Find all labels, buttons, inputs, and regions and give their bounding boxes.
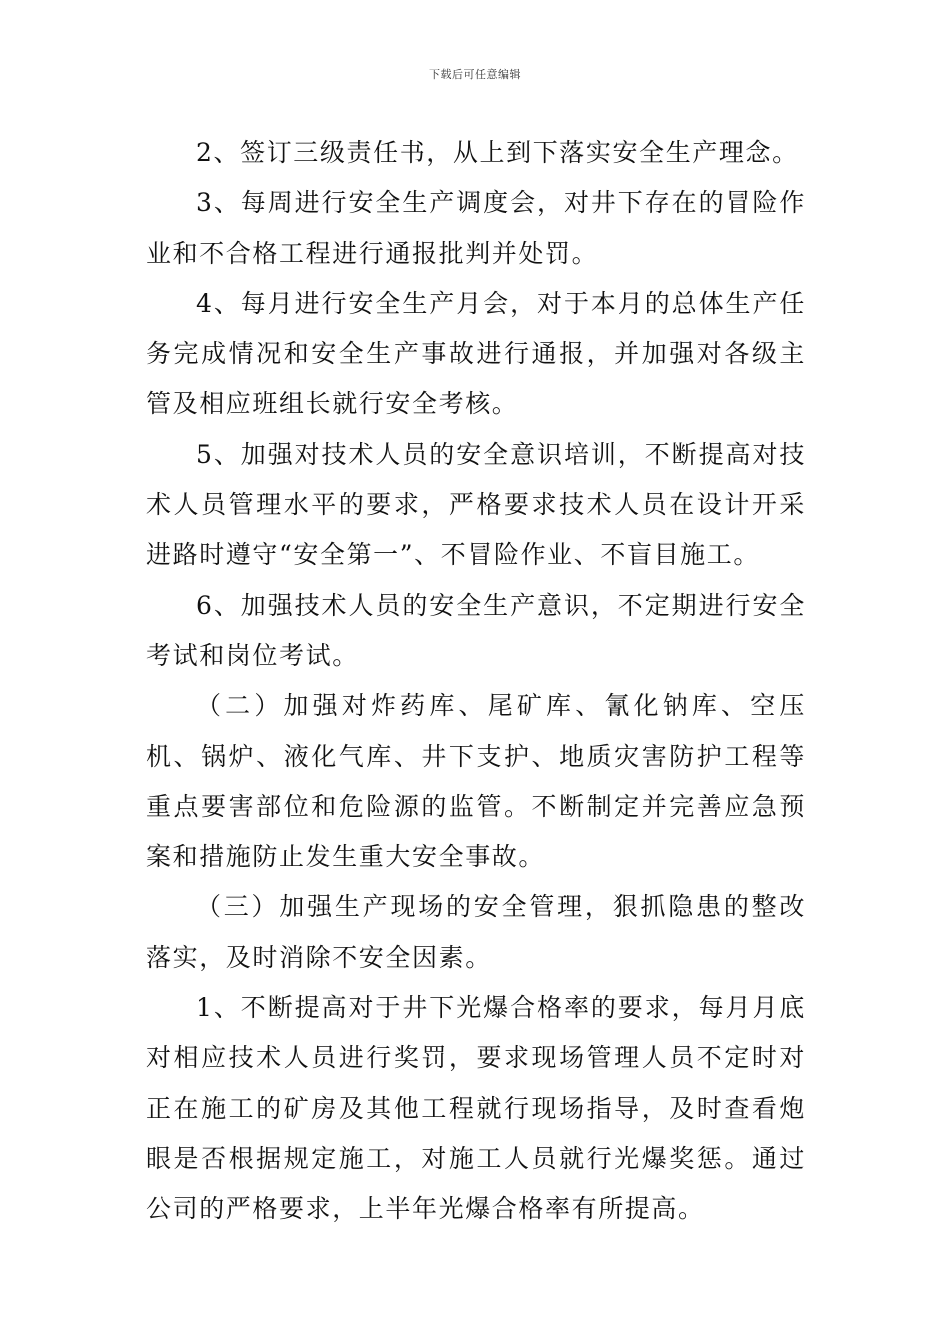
paragraph-section-2: （二）加强对炸药库、尾矿库、氰化钠库、空压机、锅炉、液化气库、井下支护、地质灾害防护工程等重点要害部位和危险源的监管。不断制定并完善应急预案和措施防止发生重大安全事故。: [146, 691, 806, 872]
page-header-note: 下载后可任意编辑: [429, 68, 521, 81]
paragraph-item-6: 6、加强技术人员的安全生产意识，不定期进行安全考试和岗位考试。: [146, 590, 806, 670]
paragraph-item-4: 4、每月进行安全生产月会，对于本月的总体生产任务完成情况和安全生产事故进行通报，并加强对各级主管及相应班组长就行安全考核。: [146, 288, 806, 419]
paragraph-item-2: 2、签订三级责任书，从上到下落实安全生产理念。: [196, 138, 799, 167]
paragraph-section-3: （三）加强生产现场的安全管理，狠抓隐患的整改落实，及时消除不安全因素。: [146, 892, 806, 972]
document-body: [146, 128, 806, 1235]
paragraph-item-3: 3、每周进行安全生产调度会，对井下存在的冒险作业和不合格工程进行通报批判并处罚。: [146, 188, 806, 268]
paragraph-item-5: 5、加强对技术人员的安全意识培训，不断提高对技术人员管理水平的要求，严格要求技术人员在设计开采进路时遵守“安全第一”、不冒险作业、不盲目施工。: [146, 439, 806, 570]
paragraph-item-1: 1、不断提高对于井下光爆合格率的要求，每月月底对相应技术人员进行奖罚，要求现场管理人员不定时对正在施工的矿房及其他工程就行现场指导，及时查看炮眼是否根据规定施工，对施工人员就行光爆奖惩。通过公司的严格要求，上半年光爆合格率有所提高。: [146, 993, 806, 1224]
